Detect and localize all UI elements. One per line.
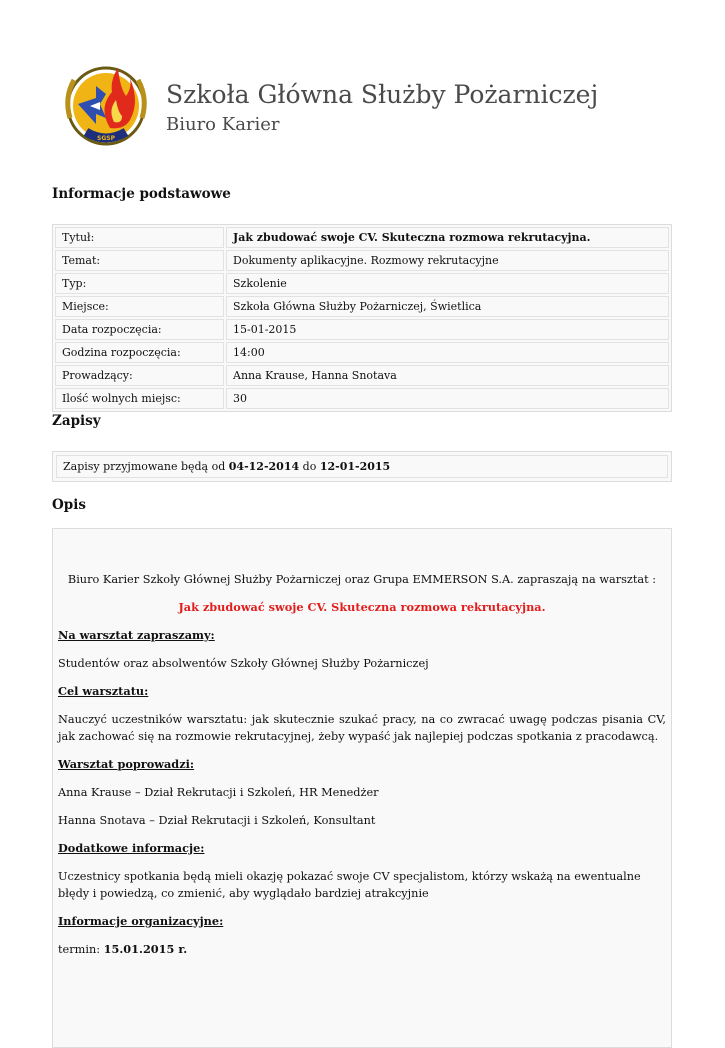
info-value: 14:00	[226, 342, 669, 363]
organization-name: Szkoła Główna Służby Pożarniczej	[166, 80, 599, 109]
info-row	[55, 296, 669, 317]
opis-heading-extra: Dodatkowe informacje:	[58, 841, 205, 855]
opis-heading-invite: Na warsztat zapraszamy:	[58, 628, 215, 642]
info-value: 30	[226, 388, 669, 409]
page-header	[60, 58, 660, 153]
zapisy-to-date: 12-01-2015	[319, 460, 391, 473]
opis-lead-2: Hanna Snotava – Dział Rekrutacji i Szkoleń, Konsultant	[58, 814, 376, 827]
info-key: Typ:	[55, 273, 224, 294]
info-value: Jak zbudować swoje CV. Skuteczna rozmowa rekrutacyjna.	[226, 227, 669, 248]
opis-invite: Studentów oraz absolwentów Szkoły Głównej Służby Pożarniczej	[58, 657, 429, 670]
info-key: Godzina rozpoczęcia:	[55, 342, 224, 363]
opis-lead-1: Anna Krause – Dział Rekrutacji i Szkoleń, HR Menedżer	[58, 786, 379, 799]
info-key: Data rozpoczęcia:	[55, 319, 224, 340]
info-panel	[52, 224, 672, 412]
info-key: Ilość wolnych miejsc:	[55, 388, 224, 409]
info-row	[55, 319, 669, 340]
opis-term-value: 15.01.2015 r.	[103, 942, 188, 956]
info-value: Dokumenty aplikacyjne. Rozmowy rekrutacyjne	[226, 250, 669, 271]
opis-content	[53, 571, 671, 958]
info-table	[53, 225, 671, 411]
section-heading-opis: Opis	[52, 497, 86, 513]
section-heading-basic: Informacje podstawowe	[52, 186, 231, 202]
info-value: Szkoła Główna Służby Pożarniczej, Świetlica	[226, 296, 669, 317]
info-row	[55, 388, 669, 409]
info-key: Miejsce:	[55, 296, 224, 317]
zapisy-from-date: 04-12-2014	[228, 460, 300, 473]
zapisy-panel	[52, 451, 672, 482]
opis-term: termin: 15.01.2015 r.	[58, 942, 188, 956]
info-row	[55, 250, 669, 271]
info-value: 15-01-2015	[226, 319, 669, 340]
info-key: Temat:	[55, 250, 224, 271]
info-row	[55, 365, 669, 386]
opis-heading-lead: Warsztat poprowadzi:	[58, 757, 195, 771]
organization-unit: Biuro Karier	[166, 114, 280, 135]
info-row	[55, 227, 669, 248]
section-heading-zapisy: Zapisy	[52, 413, 101, 429]
info-row	[55, 273, 669, 294]
sgsp-logo	[60, 58, 156, 154]
info-key: Prowadzący:	[55, 365, 224, 386]
opis-extra: Uczestnicy spotkania będą mieli okazję pokazać swoje CV specjalistom, którzy wskażą na ewentualne błędy i powiedzą, co zmienić, aby wyglądało bardziej atrakcyjnie	[58, 870, 641, 900]
svg-text:SGSP: SGSP	[97, 135, 115, 142]
opis-panel	[52, 528, 672, 1048]
opis-heading-goal: Cel warsztatu:	[58, 684, 149, 698]
opis-heading-org: Informacje organizacyjne:	[58, 914, 224, 928]
zapisy-text: Zapisy przyjmowane będą od 04-12-2014 do 12-01-2015	[56, 455, 668, 478]
opis-event-title: Jak zbudować swoje CV. Skuteczna rozmowa rekrutacyjna.	[178, 600, 546, 614]
info-value: Anna Krause, Hanna Snotava	[226, 365, 669, 386]
info-value: Szkolenie	[226, 273, 669, 294]
opis-intro: Biuro Karier Szkoły Głównej Służby Pożarniczej oraz Grupa EMMERSON S.A. zapraszają na warsztat :	[67, 573, 657, 586]
opis-goal: Nauczyć uczestników warsztatu: jak skutecznie szukać pracy, na co zwracać uwagę podczas pisania CV, jak zachować się na rozmowie rekrutacyjnej, żeby wypaść jak najlepiej podczas spotkania z pracodawcą.	[58, 713, 666, 743]
info-row	[55, 342, 669, 363]
info-key: Tytuł:	[55, 227, 224, 248]
